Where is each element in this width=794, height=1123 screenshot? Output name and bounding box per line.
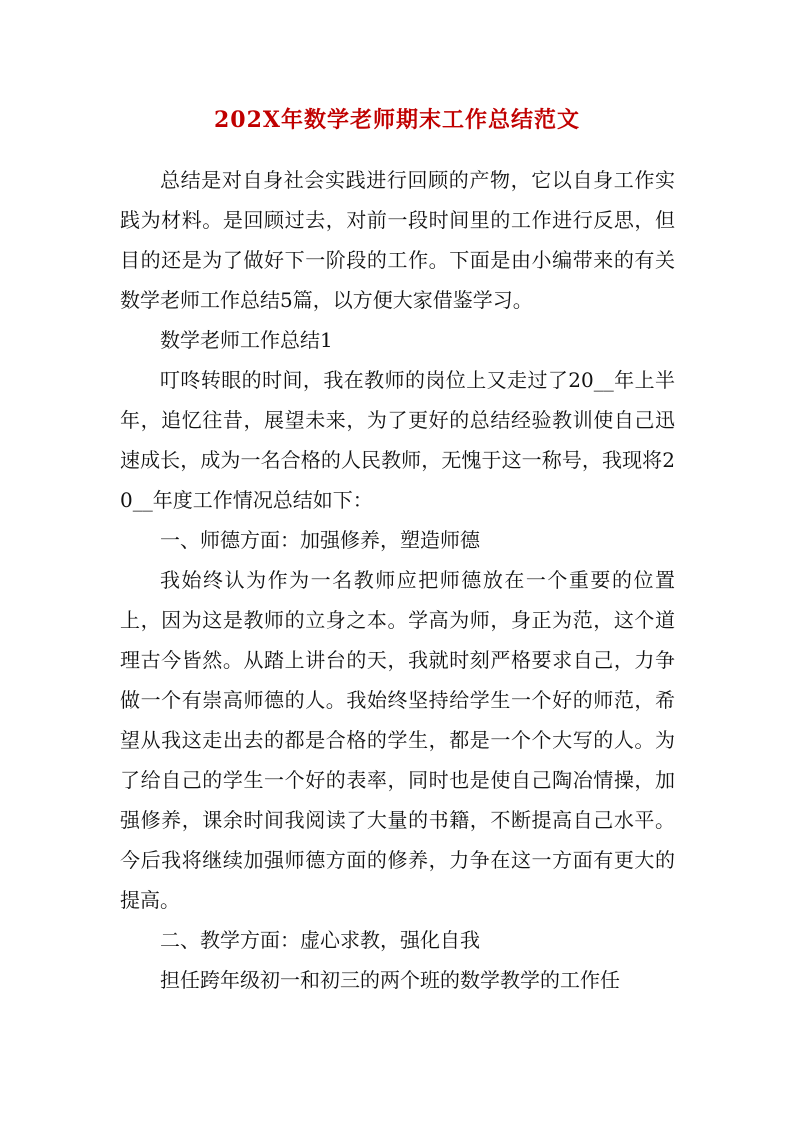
section-heading-summary-1: 数学老师工作总结1 — [160, 328, 333, 352]
document-title: 202X年数学老师期末工作总结范文 — [214, 107, 580, 133]
section-heading-teaching: 二、教学方面：虚心求教，强化自我 — [160, 928, 480, 952]
section-heading-ethics: 一、师德方面：加强修养，塑造师德 — [160, 528, 480, 552]
intro-paragraph: 总结是对自身社会实践进行回顾的产物，它以自身工作实践为材料。是回顾过去，对前一段时间里的工作进行反思，但目的还是为了做好下一阶段的工作。下面是由小编带来的有关数学老师工作总结5篇，以方便大家借鉴学习。 — [120, 168, 675, 312]
document-body — [120, 160, 675, 1000]
opening-paragraph: 叮咚转眼的时间，我在教师的岗位上又走过了20__年上半年，追忆往昔，展望未来，为了更好的总结经验教训使自己迅速成长，成为一名合格的人民教师，无愧于这一称号，我现将20__年度工作情况总结如下： — [120, 368, 675, 512]
ethics-paragraph: 我始终认为作为一名教师应把师德放在一个重要的位置上，因为这是教师的立身之本。学高为师，身正为范，这个道理古今皆然。从踏上讲台的天，我就时刻严格要求自己，力争做一个有崇高师德的人。我始终坚持给学生一个好的师范，希望从我这走出去的都是合格的学生，都是一个个大写的人。为了给自己的学生一个好的表率，同时也是使自己陶冶情操，加强修养，课余时间我阅读了大量的书籍，不断提高自己水平。今后我将继续加强师德方面的修养，力争在这一方面有更大的提高。 — [120, 568, 675, 912]
teaching-paragraph: 担任跨年级初一和初三的两个班的数学教学的工作任 — [160, 968, 620, 992]
